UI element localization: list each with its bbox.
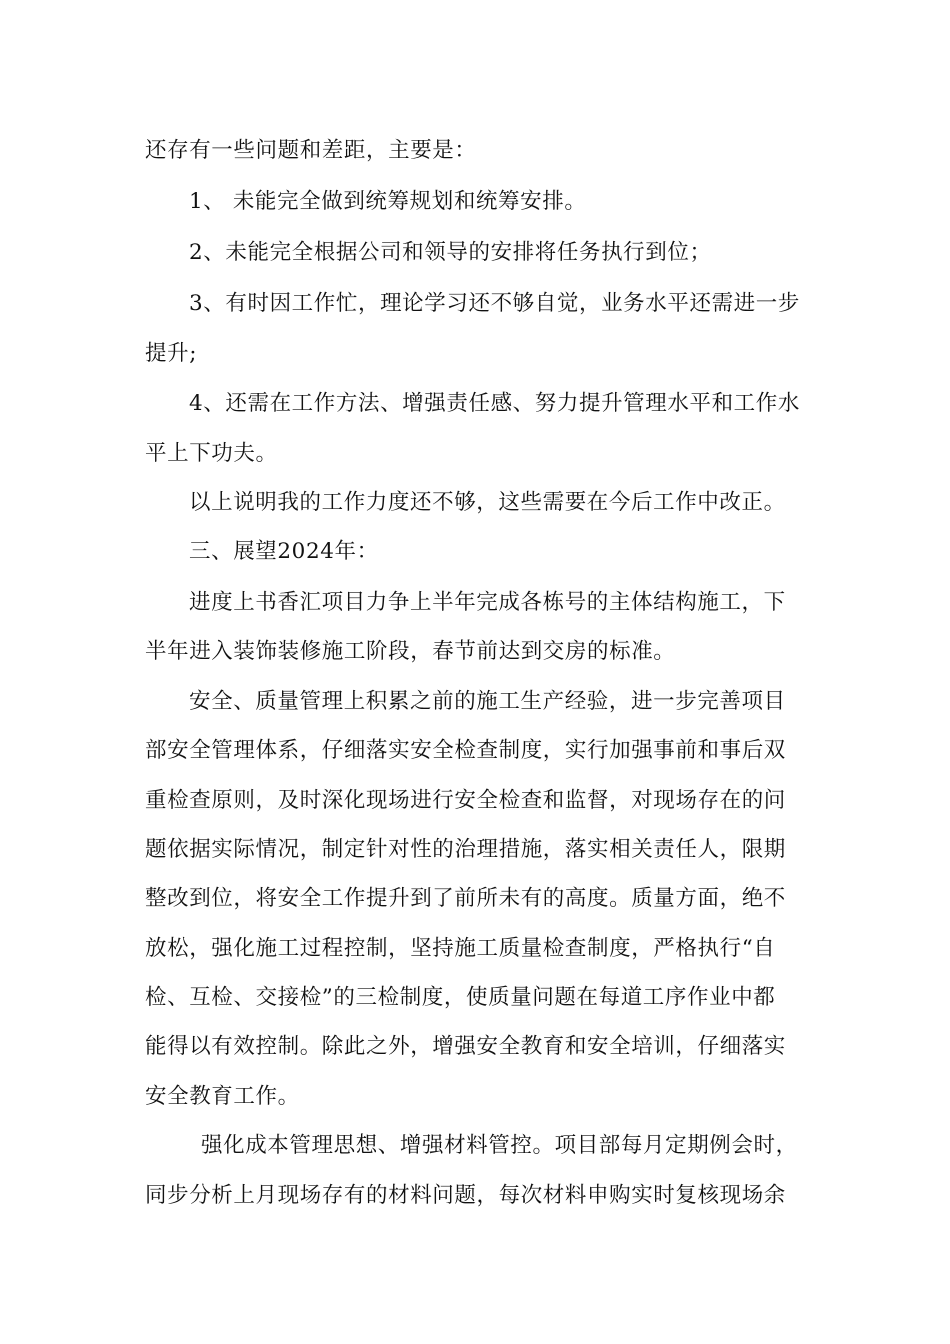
list-item-2: 2、未能完全根据公司和领导的安排将任务执行到位；	[189, 240, 712, 265]
paragraph-line: 题依据实际情况，制定针对性的治理措施，落实相关责任人，限期	[145, 837, 786, 862]
paragraph-line: 检、互检、交接检”的三检制度，使质量问题在每道工序作业中都	[145, 985, 776, 1010]
paragraph-line: 安全、质量管理上积累之前的施工生产经验，进一步完善项目	[189, 689, 786, 714]
paragraph-line: 重检查原则，及时深化现场进行安全检查和监督，对现场存在的问	[145, 788, 786, 813]
list-item-3: 3、有时因工作忙，理论学习还不够自觉，业务水平还需进一步	[189, 291, 800, 316]
paragraph-line: 能得以有效控制。除此之外，增强安全教育和安全培训，仔细落实	[145, 1034, 786, 1059]
paragraph-line: 部安全管理体系，仔细落实安全检查制度，实行加强事前和事后双	[145, 738, 786, 763]
text-line: 还存有一些问题和差距，主要是：	[145, 138, 477, 163]
paragraph-line: 同步分析上月现场存有的材料问题，每次材料申购实时复核现场余	[145, 1183, 786, 1208]
section-heading: 三、展望2024年：	[189, 539, 379, 564]
list-item-4: 4、还需在工作方法、增强责任感、努力提升管理水平和工作水	[189, 391, 800, 416]
paragraph-line: 强化成本管理思想、增强材料管控。项目部每月定期例会时，	[201, 1133, 798, 1158]
paragraph-line: 半年进入装饰装修施工阶段，春节前达到交房的标准。	[145, 639, 676, 664]
paragraph-line: 整改到位，将安全工作提升到了前所未有的高度。质量方面，绝不	[145, 886, 786, 911]
list-item-1: 1、 未能完全做到统筹规划和统筹安排。	[189, 189, 587, 214]
text-line: 以上说明我的工作力度还不够，这些需要在今后工作中改正。	[189, 490, 786, 515]
paragraph-line: 安全教育工作。	[145, 1084, 300, 1109]
text-line: 提升;	[145, 341, 198, 366]
text-line: 平上下功夫。	[145, 441, 278, 466]
paragraph-line: 放松，强化施工过程控制，坚持施工质量检查制度，严格执行“自	[145, 936, 776, 961]
paragraph-line: 进度上书香汇项目力争上半年完成各栋号的主体结构施工，下	[189, 590, 786, 615]
